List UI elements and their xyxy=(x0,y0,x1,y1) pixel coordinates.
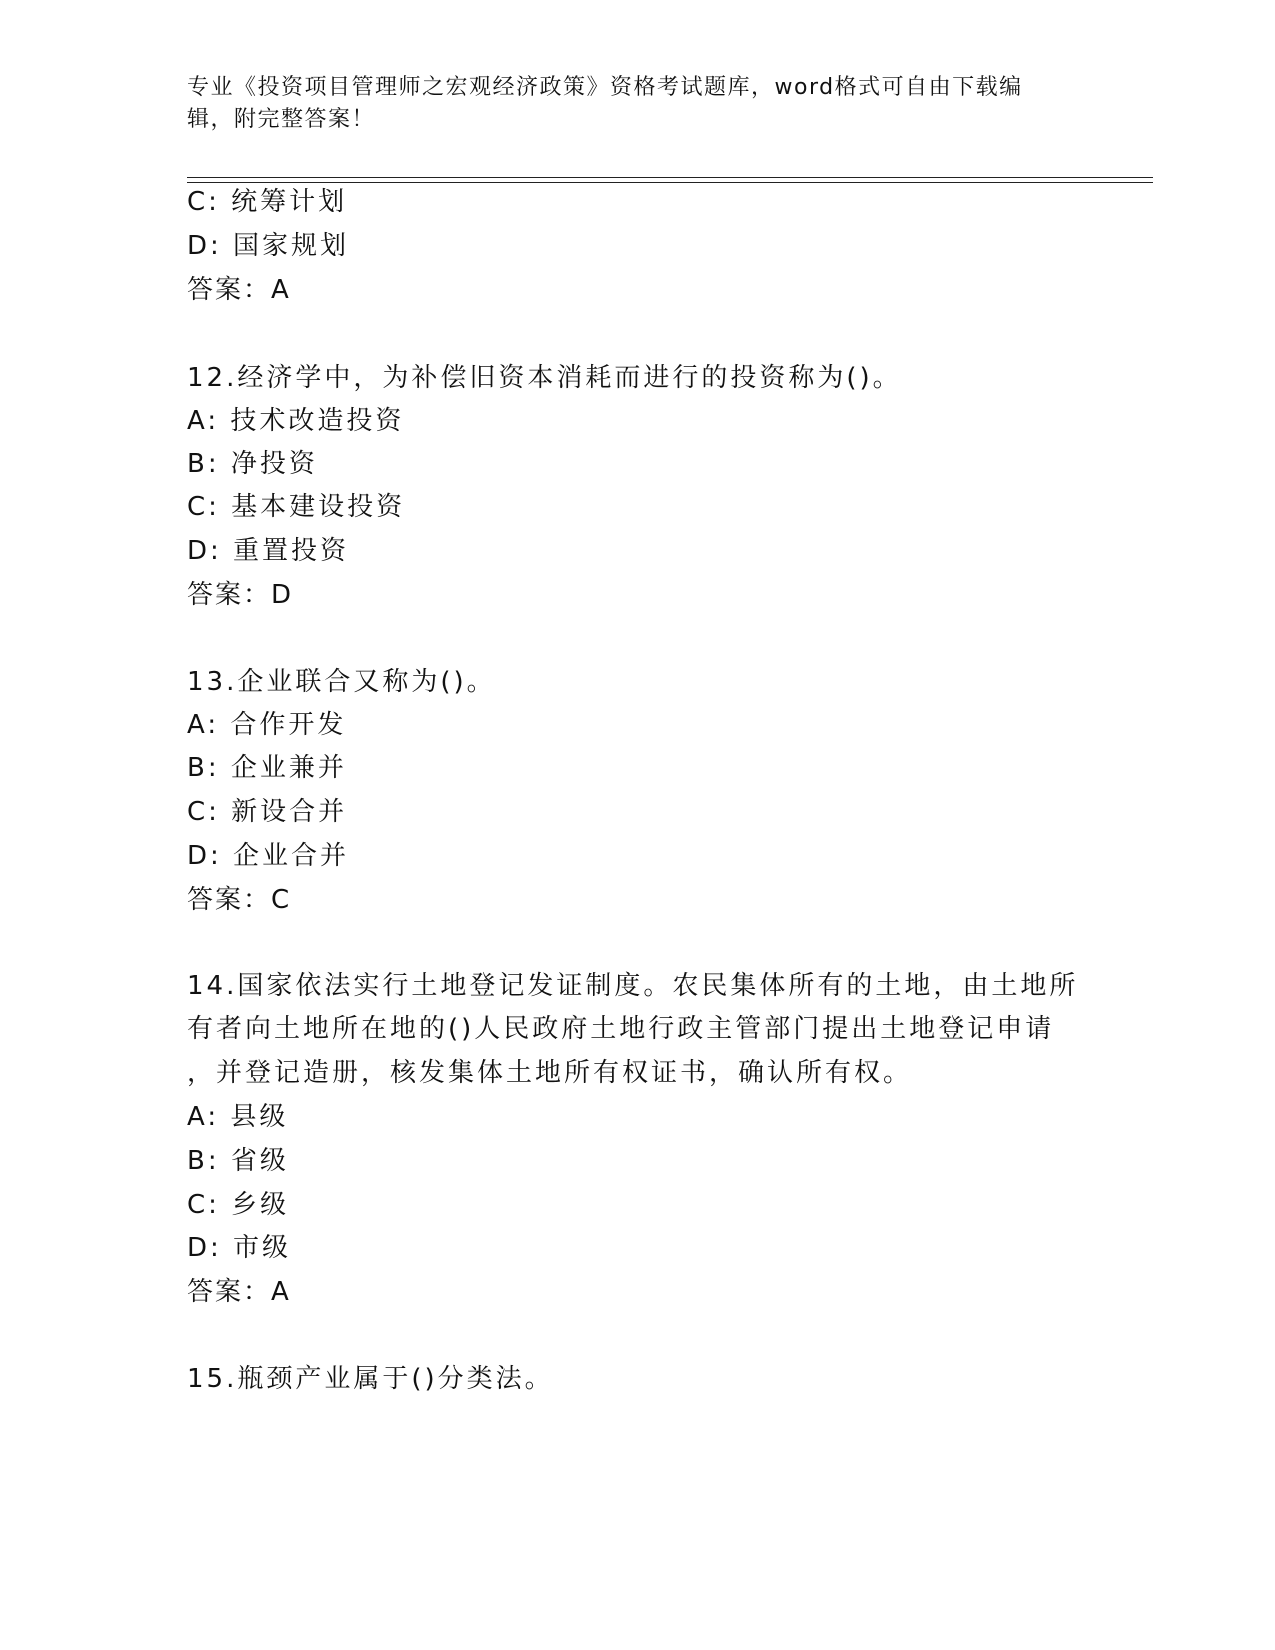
q12-option-b: B: 净投资 xyxy=(187,449,318,479)
q13-answer: 答案：C xyxy=(187,885,292,915)
q12-option-d: D: 重置投资 xyxy=(187,536,350,566)
q15-stem: 15.瓶颈产业属于()分类法。 xyxy=(187,1364,554,1394)
q14-stem-line-2: 有者向土地所在地的()人民政府土地行政主管部门提出土地登记申请 xyxy=(187,1014,1055,1044)
prev-option-c: C: 统筹计划 xyxy=(187,187,348,217)
q14-option-d: D: 市级 xyxy=(187,1233,292,1263)
header-divider-bottom xyxy=(187,182,1153,183)
q12-answer: 答案：D xyxy=(187,580,294,610)
q14-stem-line-3: ，并登记造册，核发集体土地所有权证书，确认所有权。 xyxy=(187,1058,913,1088)
q14-option-c: C: 乡级 xyxy=(187,1190,290,1220)
q13-option-b: B: 企业兼并 xyxy=(187,753,347,783)
header-divider-top xyxy=(187,177,1153,178)
q12-option-c: C: 基本建设投资 xyxy=(187,492,406,522)
q14-answer: 答案：A xyxy=(187,1277,291,1307)
prev-answer: 答案：A xyxy=(187,275,291,305)
q13-stem: 13.企业联合又称为()。 xyxy=(187,667,496,697)
header-line-2: 辑，附完整答案！ xyxy=(187,107,376,132)
q13-option-c: C: 新设合并 xyxy=(187,797,348,827)
q13-option-d: D: 企业合并 xyxy=(187,841,350,871)
q14-stem-line-1: 14.国家依法实行土地登记发证制度。农民集体所有的土地，由土地所 xyxy=(187,971,1079,1001)
document-header xyxy=(187,72,1077,136)
q13-option-a: A: 合作开发 xyxy=(187,710,347,740)
q14-option-a: A: 县级 xyxy=(187,1102,289,1132)
q12-stem: 12.经济学中，为补偿旧资本消耗而进行的投资称为()。 xyxy=(187,363,902,393)
q12-option-a: A: 技术改造投资 xyxy=(187,406,405,436)
q14-option-b: B: 省级 xyxy=(187,1146,289,1176)
header-line-1: 专业《投资项目管理师之宏观经济政策》资格考试题库，word格式可自由下载编 xyxy=(187,75,1023,100)
prev-option-d: D: 国家规划 xyxy=(187,231,350,261)
